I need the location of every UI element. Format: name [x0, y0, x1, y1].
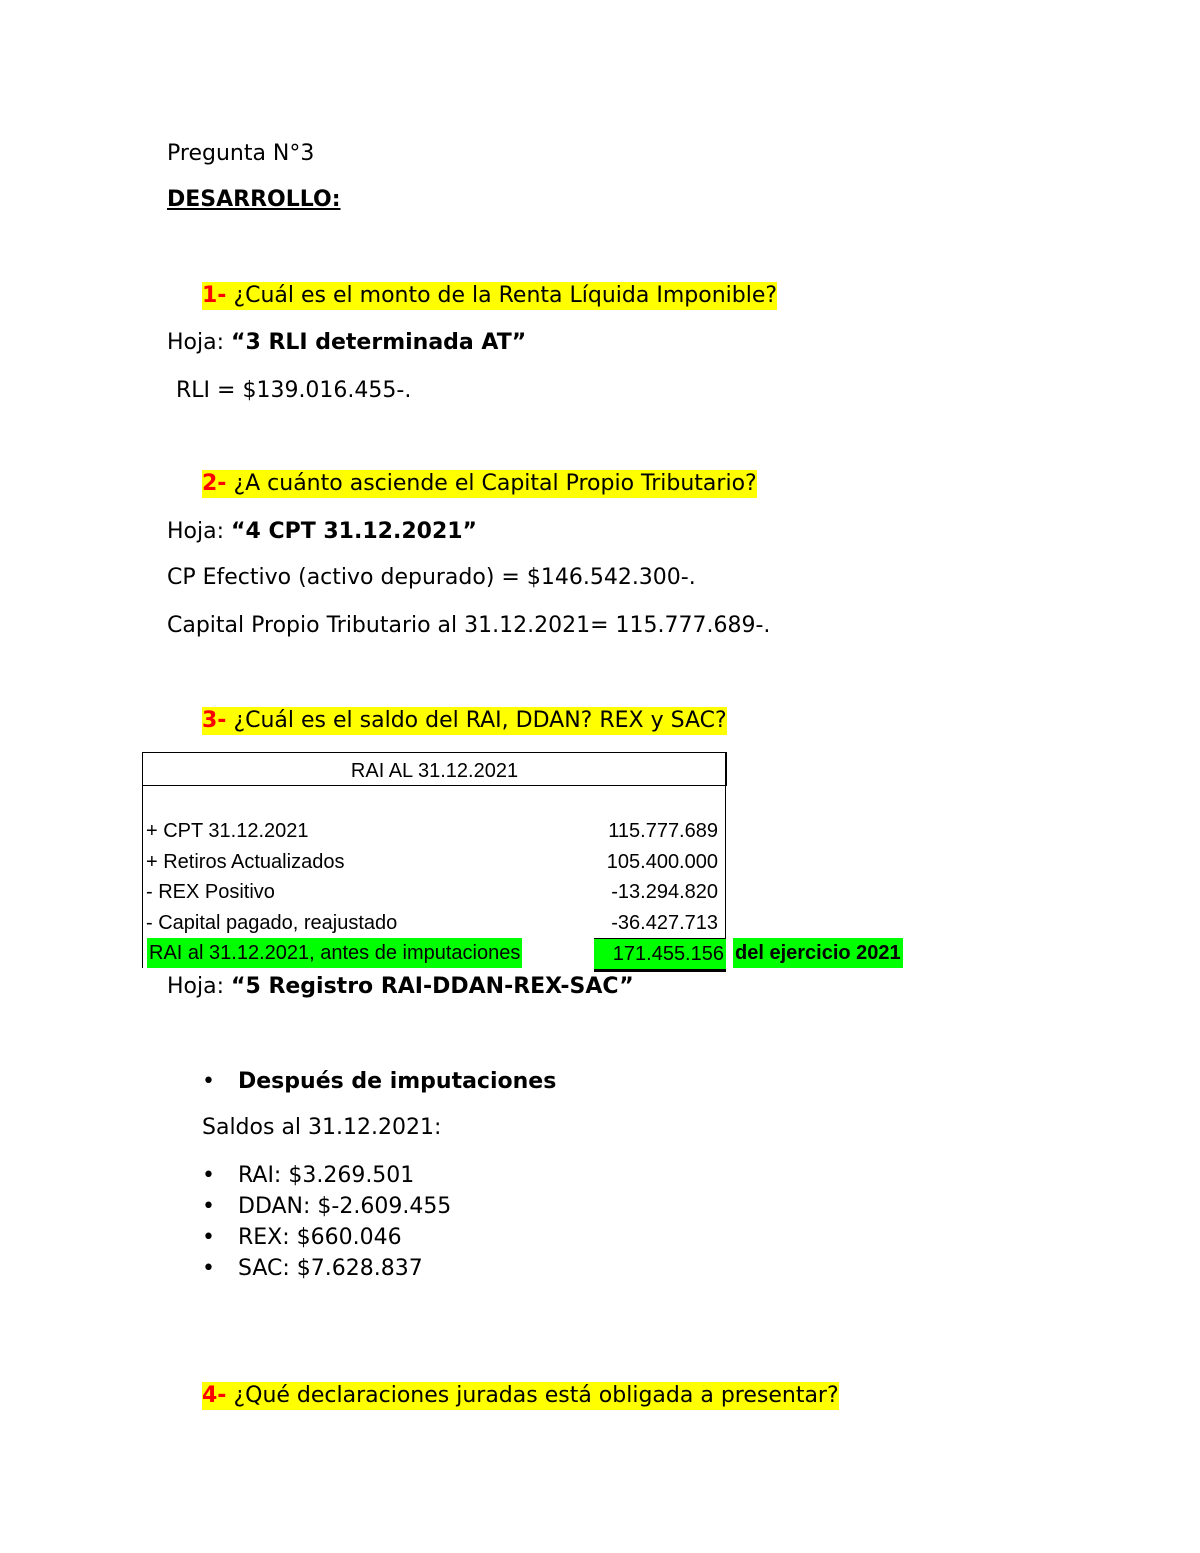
question-3-number: 3- — [202, 708, 227, 733]
bullet-icon: • — [202, 1163, 215, 1188]
rai-table-left-border — [142, 752, 143, 968]
rai-row-cpt — [146, 816, 722, 846]
bullet-icon: • — [202, 1069, 215, 1094]
question-number: Pregunta N°3 — [167, 141, 315, 166]
q1-sheet-prefix: Hoja: — [167, 330, 232, 355]
rai-row-value: 105.400.000 — [606, 851, 718, 873]
after-imputations-title: Después de imputaciones — [238, 1069, 557, 1094]
q3-sheet — [167, 973, 634, 1001]
balance-item — [202, 1253, 451, 1284]
bullet-icon: • — [202, 1256, 215, 1281]
q2-answer-1: CP Efectivo (activo depurado) = $146.542.300-. — [167, 565, 696, 590]
q3-sheet-name: “5 Registro RAI-DDAN-REX-SAC” — [231, 974, 634, 999]
question-1 — [202, 282, 777, 310]
question-4-number: 4- — [202, 1383, 227, 1408]
after-imputations-list — [202, 1066, 556, 1097]
q1-sheet-name: “3 RLI determinada AT” — [231, 330, 527, 355]
question-4 — [202, 1382, 839, 1410]
bullet-icon: • — [202, 1194, 215, 1219]
balance-ddan: DDAN: $-2.609.455 — [238, 1194, 452, 1219]
balance-item — [202, 1160, 451, 1191]
question-2-number: 2- — [202, 471, 227, 496]
question-3 — [202, 707, 727, 735]
question-4-text: ¿Qué declaraciones juradas está obligada a presentar? — [226, 1383, 839, 1408]
q2-sheet-name: “4 CPT 31.12.2021” — [231, 519, 478, 544]
q2-sheet — [167, 518, 477, 546]
balances-list — [202, 1160, 451, 1284]
q2-sheet-prefix: Hoja: — [167, 519, 232, 544]
q1-sheet — [167, 329, 526, 357]
rai-row-value: 115.777.689 — [608, 820, 718, 842]
question-1-text: ¿Cuál es el monto de la Renta Líquida Imponible? — [226, 283, 778, 308]
balance-item — [202, 1191, 451, 1222]
question-2 — [202, 470, 757, 498]
rai-row-value: -13.294.820 — [611, 881, 718, 903]
rai-row-rex — [146, 877, 722, 907]
section-title: DESARROLLO: — [167, 187, 341, 212]
rai-total-value: 171.455.156 — [594, 938, 726, 972]
rai-row-label: + CPT 31.12.2021 — [146, 820, 309, 842]
question-2-text: ¿A cuánto asciende el Capital Propio Tributario? — [226, 471, 757, 496]
rai-row-label: + Retiros Actualizados — [146, 851, 345, 873]
q2-answer-2: Capital Propio Tributario al 31.12.2021= 115.777.689-. — [167, 613, 771, 638]
rai-row-retiros — [146, 847, 722, 877]
rai-row-label: - Capital pagado, reajustado — [146, 912, 398, 934]
rai-table — [142, 752, 727, 970]
rai-row-capital — [146, 908, 722, 938]
question-1-number: 1- — [202, 283, 227, 308]
rai-row-value: -36.427.713 — [611, 912, 718, 934]
q3-sheet-prefix: Hoja: — [167, 974, 232, 999]
after-imputations-item — [202, 1066, 556, 1097]
rai-row-label: - REX Positivo — [146, 881, 275, 903]
balance-sac: SAC: $7.628.837 — [238, 1256, 423, 1281]
balance-item — [202, 1222, 451, 1253]
rai-table-title: RAI AL 31.12.2021 — [142, 752, 727, 786]
q1-answer: RLI = $139.016.455-. — [176, 378, 412, 403]
balance-rex: REX: $660.046 — [238, 1225, 402, 1250]
rai-total-label: RAI al 31.12.2021, antes de imputaciones — [147, 938, 522, 968]
rai-table-right-border — [725, 752, 726, 938]
balances-title: Saldos al 31.12.2021: — [202, 1115, 442, 1140]
bullet-icon: • — [202, 1225, 215, 1250]
rai-total-note: del ejercicio 2021 — [733, 938, 903, 968]
balance-rai: RAI: $3.269.501 — [238, 1163, 415, 1188]
question-3-text: ¿Cuál es el saldo del RAI, DDAN? REX y SAC? — [226, 708, 727, 733]
